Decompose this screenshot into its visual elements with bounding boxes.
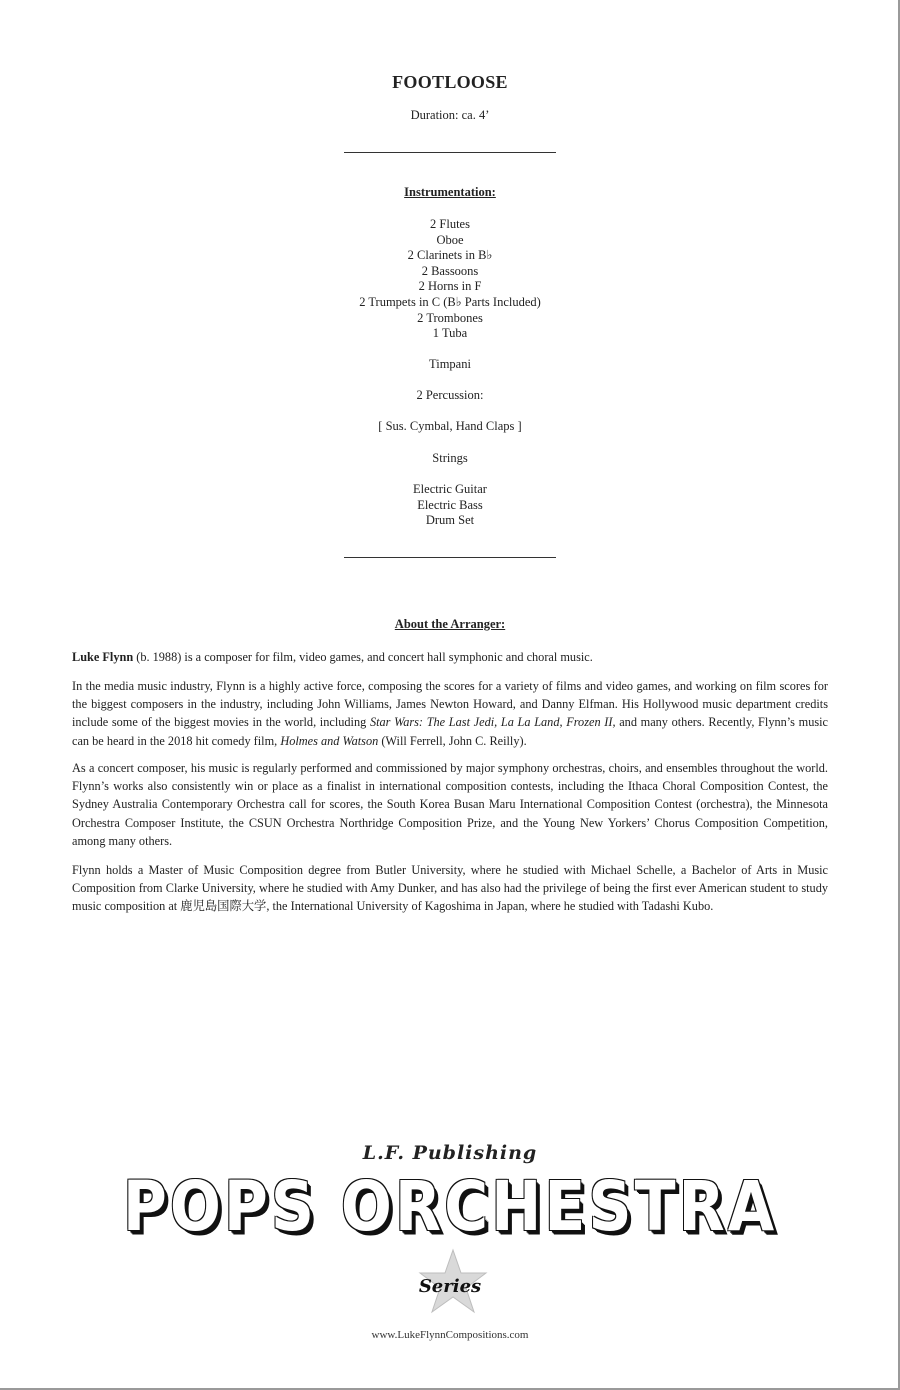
about-heading: About the Arranger: bbox=[394, 617, 506, 631]
percussion-instruments: [ Sus. Cymbal, Hand Claps ] bbox=[378, 419, 522, 433]
instrument-item: 2 Trombones bbox=[417, 310, 483, 325]
bio-text: (Will Ferrell, John C. Reilly). bbox=[378, 733, 527, 748]
bio-text: In the media music industry, Flynn is a highly active force, composing the scores for a variety of films and video games, and working on film scores for the biggest composers in the industry, including John Williams, James Newton Howard, and Danny Elfman. His Hollywood music department credits include some of the biggest movies in the world, including bbox=[72, 679, 828, 730]
duration: Duration: ca. 4’ bbox=[410, 108, 490, 122]
instrument-item: 2 Horns in F bbox=[418, 279, 482, 294]
rhythm-section-list bbox=[0, 482, 900, 529]
film-title: Holmes and Watson bbox=[280, 733, 379, 748]
instrument-item: 2 Flutes bbox=[430, 217, 470, 231]
instrument-item: Oboe bbox=[436, 232, 464, 247]
instrument-item: Drum Set bbox=[425, 513, 475, 528]
bio-paragraph-3: As a concert composer, his music is regularly performed and commissioned by major symphony orchestras, choirs, and ensembles throughout the world. Flynn’s works also consistently win or place as a finalist in international composition contests, including the Ithaca Choral Composition Contest, the Sydney Australia Contemporary Orchestra call for scores, the South Korea Busan Maru International Composition Contest (orchestra), the Minnesota Orchestra Composer Institute, the CSUN Orchestra Northridge Composition Prize, and the Young New Yorkers’ Chorus Composition Competition, among many others. bbox=[72, 761, 828, 848]
bio-paragraph-2 bbox=[72, 677, 828, 750]
instrument-item: Electric Guitar bbox=[413, 482, 487, 496]
arranger-name: Luke Flynn bbox=[72, 650, 134, 664]
percussion: 2 Percussion: bbox=[416, 388, 484, 402]
wind-list bbox=[0, 217, 900, 342]
strings: Strings bbox=[432, 451, 468, 465]
website-url: www.LukeFlynnCompositions.com bbox=[371, 1329, 529, 1341]
bio-text: and many others. Recently, Flynn’s music can be heard in the 2018 hit comedy film, bbox=[72, 715, 829, 748]
bio-text: (b. 1988) is a composer for film, video games, and concert hall symphonic and choral music. bbox=[133, 650, 593, 664]
series-label: Series bbox=[418, 1276, 482, 1297]
instrumentation-heading: Instrumentation: bbox=[404, 185, 496, 199]
series-logo-title: POPS ORCHESTRA bbox=[122, 1166, 778, 1248]
divider-top bbox=[344, 152, 556, 153]
piece-title: FOOTLOOSE bbox=[392, 72, 508, 92]
instrument-item: Electric Bass bbox=[417, 497, 483, 512]
instrument-item: 2 Clarinets in B♭ bbox=[407, 248, 493, 263]
instrument-item: 1 Tuba bbox=[432, 326, 468, 341]
film-titles: Star Wars: The Last Jedi, La La Land, Frozen II, bbox=[369, 715, 616, 730]
instrument-item: 2 Trumpets in C (B♭ Parts Included) bbox=[359, 294, 541, 309]
publisher-logo-text: L.F. Publishing bbox=[362, 1142, 538, 1164]
bio-paragraph-4: Flynn holds a Master of Music Composition degree from Butler University, where he studied with Michael Schelle, a Bachelor of Arts in Music Composition from Clarke University, where he studied with Amy Dunker, and has also had the privilege of being the first ever American student to study music composition at 鹿児島国際大学, the International University of Kagoshima in Japan, where he studied with Tadashi Kubo. bbox=[72, 863, 828, 914]
instrument-item: 2 Bassoons bbox=[421, 263, 479, 278]
bio-paragraph-1 bbox=[72, 648, 828, 666]
timpani: Timpani bbox=[429, 357, 471, 371]
divider-bottom bbox=[344, 557, 556, 558]
